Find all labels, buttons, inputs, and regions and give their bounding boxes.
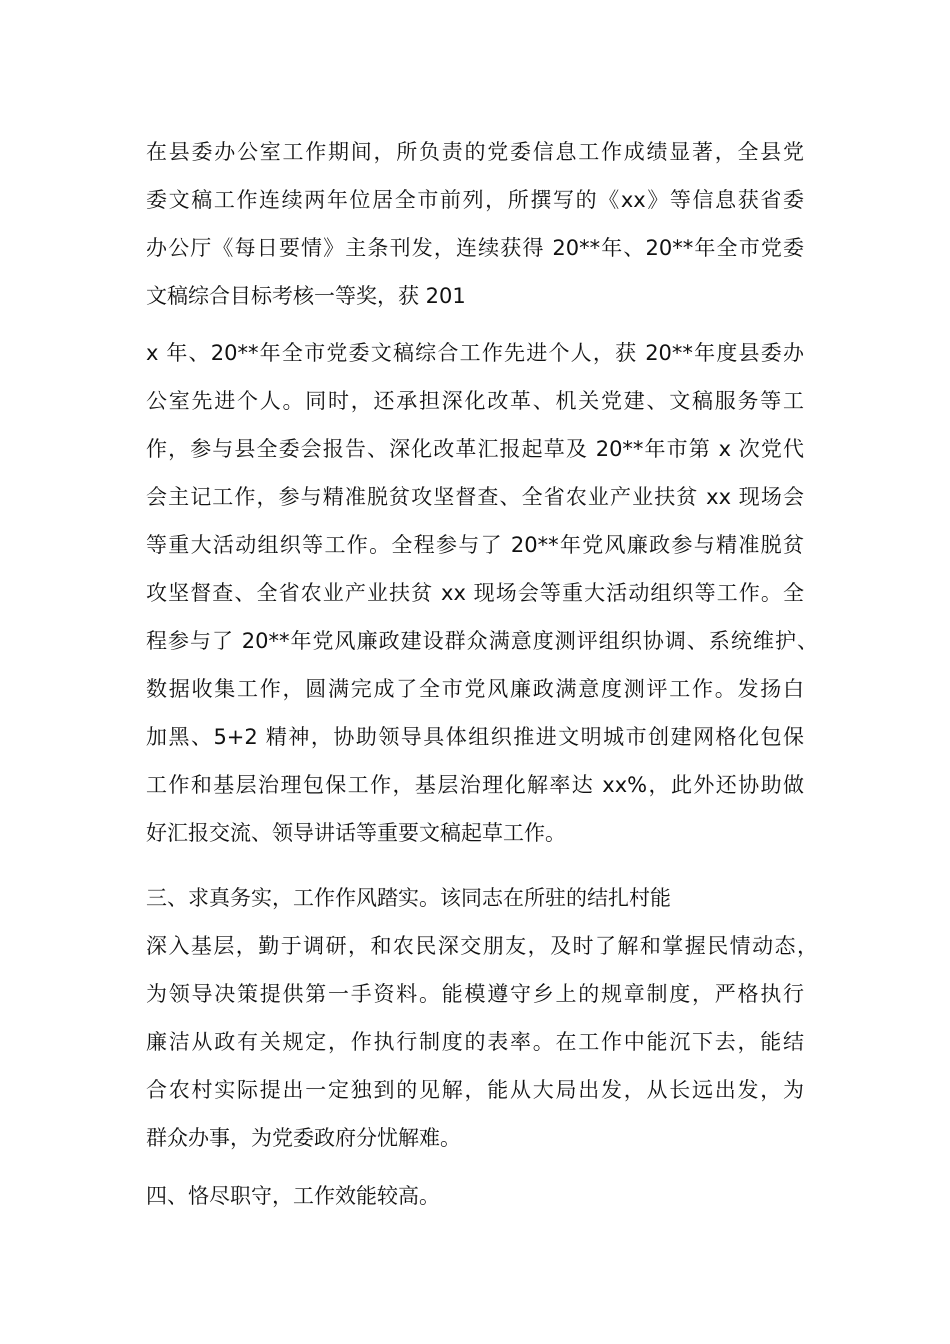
- text-line: 好汇报交流、领导讲话等重要文稿起草工作。: [146, 821, 566, 845]
- text-line: 数据收集工作，圆满完成了全市党风廉政满意度测评工作。发扬白: [146, 677, 804, 701]
- text-line: x 年、20**年全市党委文稿综合工作先进个人，获 20**年度县委办: [146, 341, 804, 365]
- section-heading: 三、求真务实，工作作风踏实。该同志在所驻的结扎村能: [146, 886, 671, 910]
- text-line: 加黑、5+2 精神，协助领导具体组织推进文明城市创建网格化包保: [146, 725, 804, 749]
- text-line: 委文稿工作连续两年位居全市前列，所撰写的《xx》等信息获省委: [146, 188, 804, 212]
- text-line: 会主记工作，参与精准脱贫攻坚督查、全省农业产业扶贫 xx 现场会: [146, 485, 804, 509]
- text-line: 为领导决策提供第一手资料。能模遵守乡上的规章制度，严格执行: [146, 982, 804, 1006]
- text-line: 文稿综合目标考核一等奖，获 201: [146, 284, 466, 308]
- text-line: 攻坚督查、全省农业产业扶贫 xx 现场会等重大活动组织等工作。全: [146, 581, 804, 605]
- text-line: 合农村实际提出一定独到的见解，能从大局出发，从长远出发，为: [146, 1078, 804, 1102]
- text-line: 群众办事，为党委政府分忧解难。: [146, 1126, 461, 1150]
- text-line: 在县委办公室工作期间，所负责的党委信息工作成绩显著，全县党: [146, 140, 804, 164]
- section-heading: 四、恪尽职守，工作效能较高。: [146, 1184, 440, 1208]
- text-line: 廉洁从政有关规定，作执行制度的表率。在工作中能沉下去，能结: [146, 1030, 804, 1054]
- text-line: 公室先进个人。同时，还承担深化改革、机关党建、文稿服务等工: [146, 389, 804, 413]
- text-line: 作，参与县全委会报告、深化改革汇报起草及 20**年市第 x 次党代: [146, 437, 804, 461]
- text-line: 深入基层，勤于调研，和农民深交朋友，及时了解和掌握民情动态，: [146, 934, 818, 958]
- text-line: 程参与了 20**年党风廉政建设群众满意度测评组织协调、系统维护、: [146, 629, 818, 653]
- text-line: 等重大活动组织等工作。全程参与了 20**年党风廉政参与精准脱贫: [146, 533, 804, 557]
- text-line: 工作和基层治理包保工作，基层治理化解率达 xx%，此外还协助做: [146, 773, 804, 797]
- text-line: 办公厅《每日要情》主条刊发，连续获得 20**年、20**年全市党委: [146, 236, 804, 260]
